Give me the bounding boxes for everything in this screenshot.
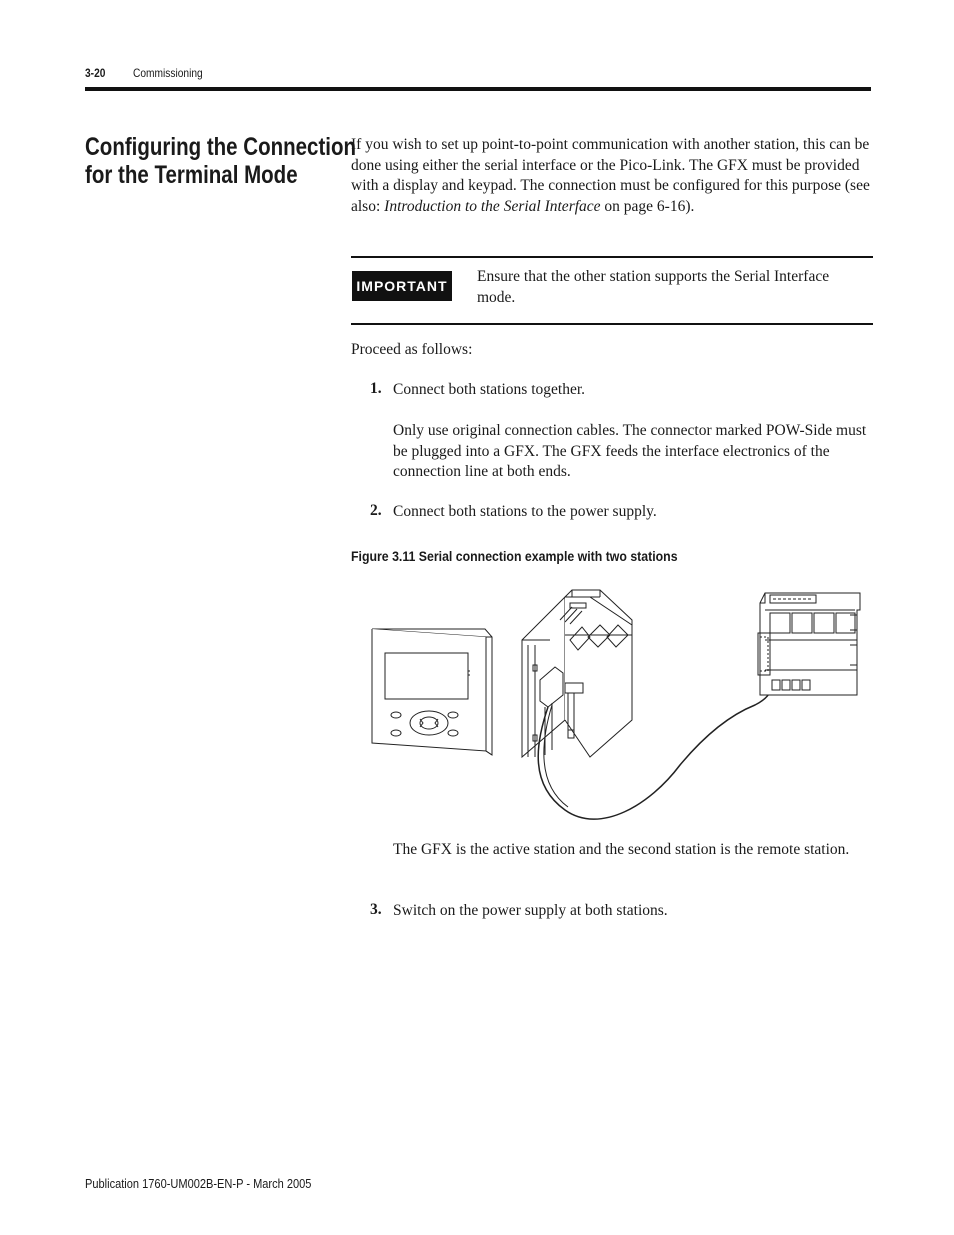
proceed-text: Proceed as follows: xyxy=(351,341,473,358)
display-keypad-device xyxy=(372,629,492,755)
step-1-number: 1. xyxy=(370,380,382,397)
page-header xyxy=(85,66,871,92)
page-footer: Publication 1760-UM002B-EN-P - March 2005 xyxy=(85,1176,312,1191)
step-1-text: Connect both stations together. xyxy=(393,381,586,398)
step-3-text: Switch on the power supply at both stations. xyxy=(393,902,668,919)
header-rule xyxy=(85,87,871,91)
important-callout xyxy=(351,256,873,325)
figure-explanation: The GFX is the active station and the second station is the remote station. xyxy=(393,841,850,858)
page-number: 3-20 xyxy=(85,66,106,80)
important-label: IMPORTANT xyxy=(352,271,452,301)
display-screen xyxy=(385,653,468,699)
intro-text-end: on page 6-16). xyxy=(600,197,695,215)
remote-station xyxy=(758,593,860,695)
step-2-text: Connect both stations to the power supply. xyxy=(393,503,657,520)
step-2-number: 2. xyxy=(370,502,382,519)
section-name: Commissioning xyxy=(133,66,203,80)
heading-line-1: Configuring the Connection xyxy=(85,133,357,161)
step-3-number: 3. xyxy=(370,901,382,918)
important-text: Ensure that the other station supports the Serial Interface mode. xyxy=(477,268,830,306)
section-heading xyxy=(85,133,357,189)
intro-link: Introduction to the Serial Interface xyxy=(384,197,601,215)
figure-caption: Figure 3.11 Serial connection example with two stations xyxy=(351,548,678,564)
intro-paragraph xyxy=(351,135,876,217)
step-1-note: Only use original connection cables. The connector marked POW-Side must be plugged into a GFX. The GFX feeds the interface electronics of the connection line at both ends. xyxy=(393,422,867,480)
heading-line-2: for the Terminal Mode xyxy=(85,161,298,189)
gfx-module xyxy=(522,590,632,757)
intro-text: If you wish to set up point-to-point communication with another station, this can be done using either the serial interface or the Pico-Link. The GFX must be provided with a display and keypad. The connection must be configured for this purpose (see also: xyxy=(351,136,870,215)
serial-connection-figure xyxy=(360,585,870,820)
